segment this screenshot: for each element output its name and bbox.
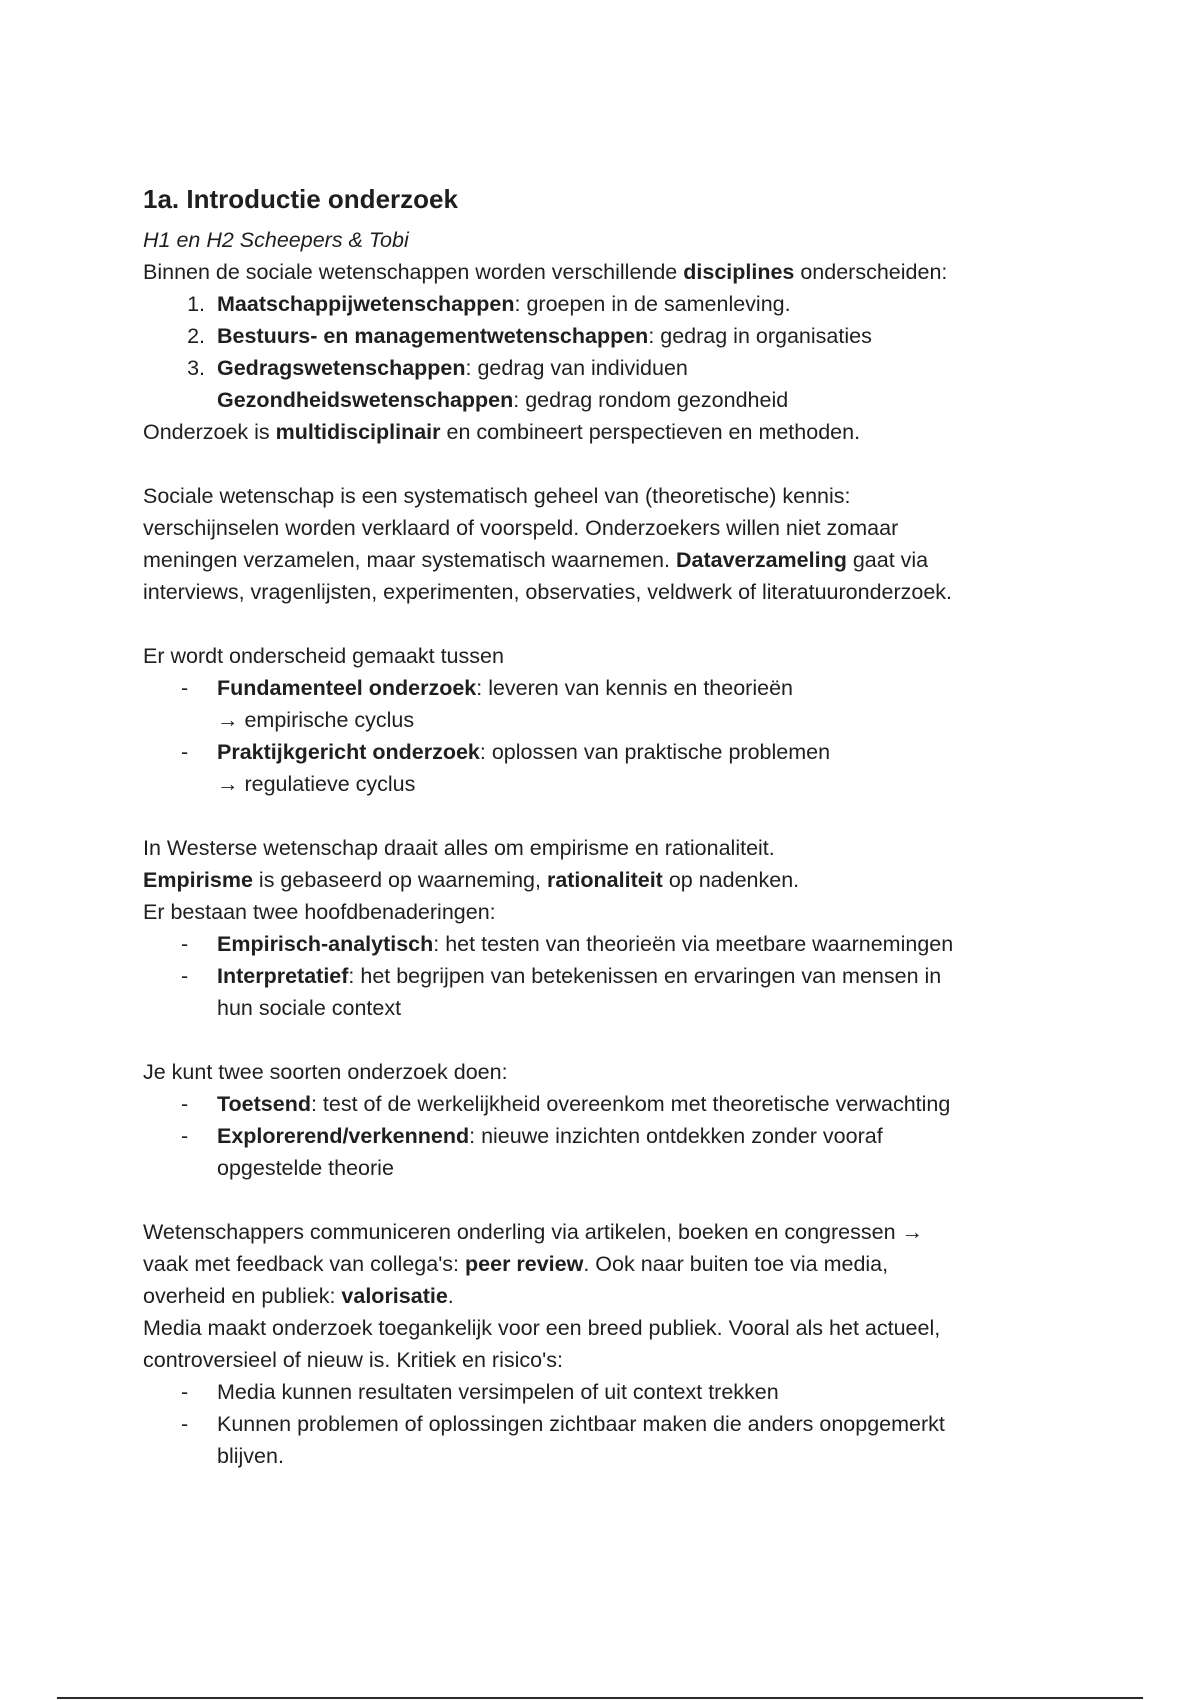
list-item: - Kunnen problemen of oplossingen zichtbaar maken die anders onopgemerkt blijven. <box>181 1412 945 1468</box>
western-science-paragraph: In Westerse wetenschap draait alles om empirisme en rationaliteit. Empirisme is gebaseerd op waarneming, rationaliteit op nadenken. Er bestaan twee hoofdbenaderingen: <box>143 836 800 924</box>
list-item: - Fundamenteel onderzoek: leveren van kennis en theorieën → empirische cyclus <box>181 676 793 732</box>
research-kinds-intro: Je kunt twee soorten onderzoek doen: <box>143 1060 508 1084</box>
list-item: - Praktijkgericht onderzoek: oplossen van praktische problemen → regulatieve cyclus <box>181 740 831 796</box>
distinction-intro: Er wordt onderscheid gemaakt tussen <box>143 644 504 668</box>
document-page <box>143 182 1083 1472</box>
list-item: - Interpretatief: het begrijpen van betekenissen en ervaringen van mensen in hun sociale context <box>181 964 942 1020</box>
list-item: 3. Gedragswetenschappen: gedrag van individuen <box>187 356 688 380</box>
social-science-paragraph: Sociale wetenschap is een systematisch geheel van (theoretische) kennis: verschijnselen worden verklaard of voorspeld. Onderzoekers willen niet zomaar meningen verzamelen, maar systematisch waarnemen. Dataverzameling gaat via interviews, vragenlijsten, experimenten, observaties, veldwerk of literatuuronderzoek. <box>143 484 953 604</box>
list-item: - Media kunnen resultaten versimpelen of uit context trekken <box>181 1380 779 1404</box>
media-risks-list <box>143 1376 1083 1472</box>
communication-paragraph: Wetenschappers communiceren onderling via artikelen, boeken en congressen → vaak met feedback van collega's: peer review. Ook naar buiten toe via media, overheid en publiek: valorisatie. Media maakt onderzoek toegankelijk voor een breed publiek. Vooral als het actueel, controversieel of nieuw is. Kritiek en risico's: <box>143 1220 941 1372</box>
list-item: - Explorerend/verkennend: nieuwe inzichten ontdekken zonder vooraf opgestelde theorie <box>181 1124 883 1180</box>
list-item: 2. Bestuurs- en managementwetenschappen: gedrag in organisaties <box>187 324 872 348</box>
list-item-continuation: Gezondheidswetenschappen: gedrag rondom gezondheid <box>217 388 789 412</box>
research-type-list <box>143 672 1083 800</box>
research-kinds-list <box>143 1088 1083 1184</box>
intro-paragraph: Binnen de sociale wetenschappen worden verschillende disciplines onderscheiden: <box>143 260 948 284</box>
disciplines-list <box>143 288 1083 416</box>
list-item: - Toetsend: test of de werkelijkheid overeenkom met theoretische verwachting <box>181 1092 951 1116</box>
subtitle: H1 en H2 Scheepers & Tobi <box>143 228 409 252</box>
page-title: 1a. Introductie onderzoek <box>143 184 458 214</box>
footer-divider <box>57 1697 1143 1699</box>
list-item: 1. Maatschappijwetenschappen: groepen in de samenleving. <box>187 292 791 316</box>
list-item: - Empirisch-analytisch: het testen van theorieën via meetbare waarnemingen <box>181 932 954 956</box>
approaches-list <box>143 928 1083 1024</box>
multidisciplinary-paragraph: Onderzoek is multidisciplinair en combineert perspectieven en methoden. <box>143 420 861 444</box>
